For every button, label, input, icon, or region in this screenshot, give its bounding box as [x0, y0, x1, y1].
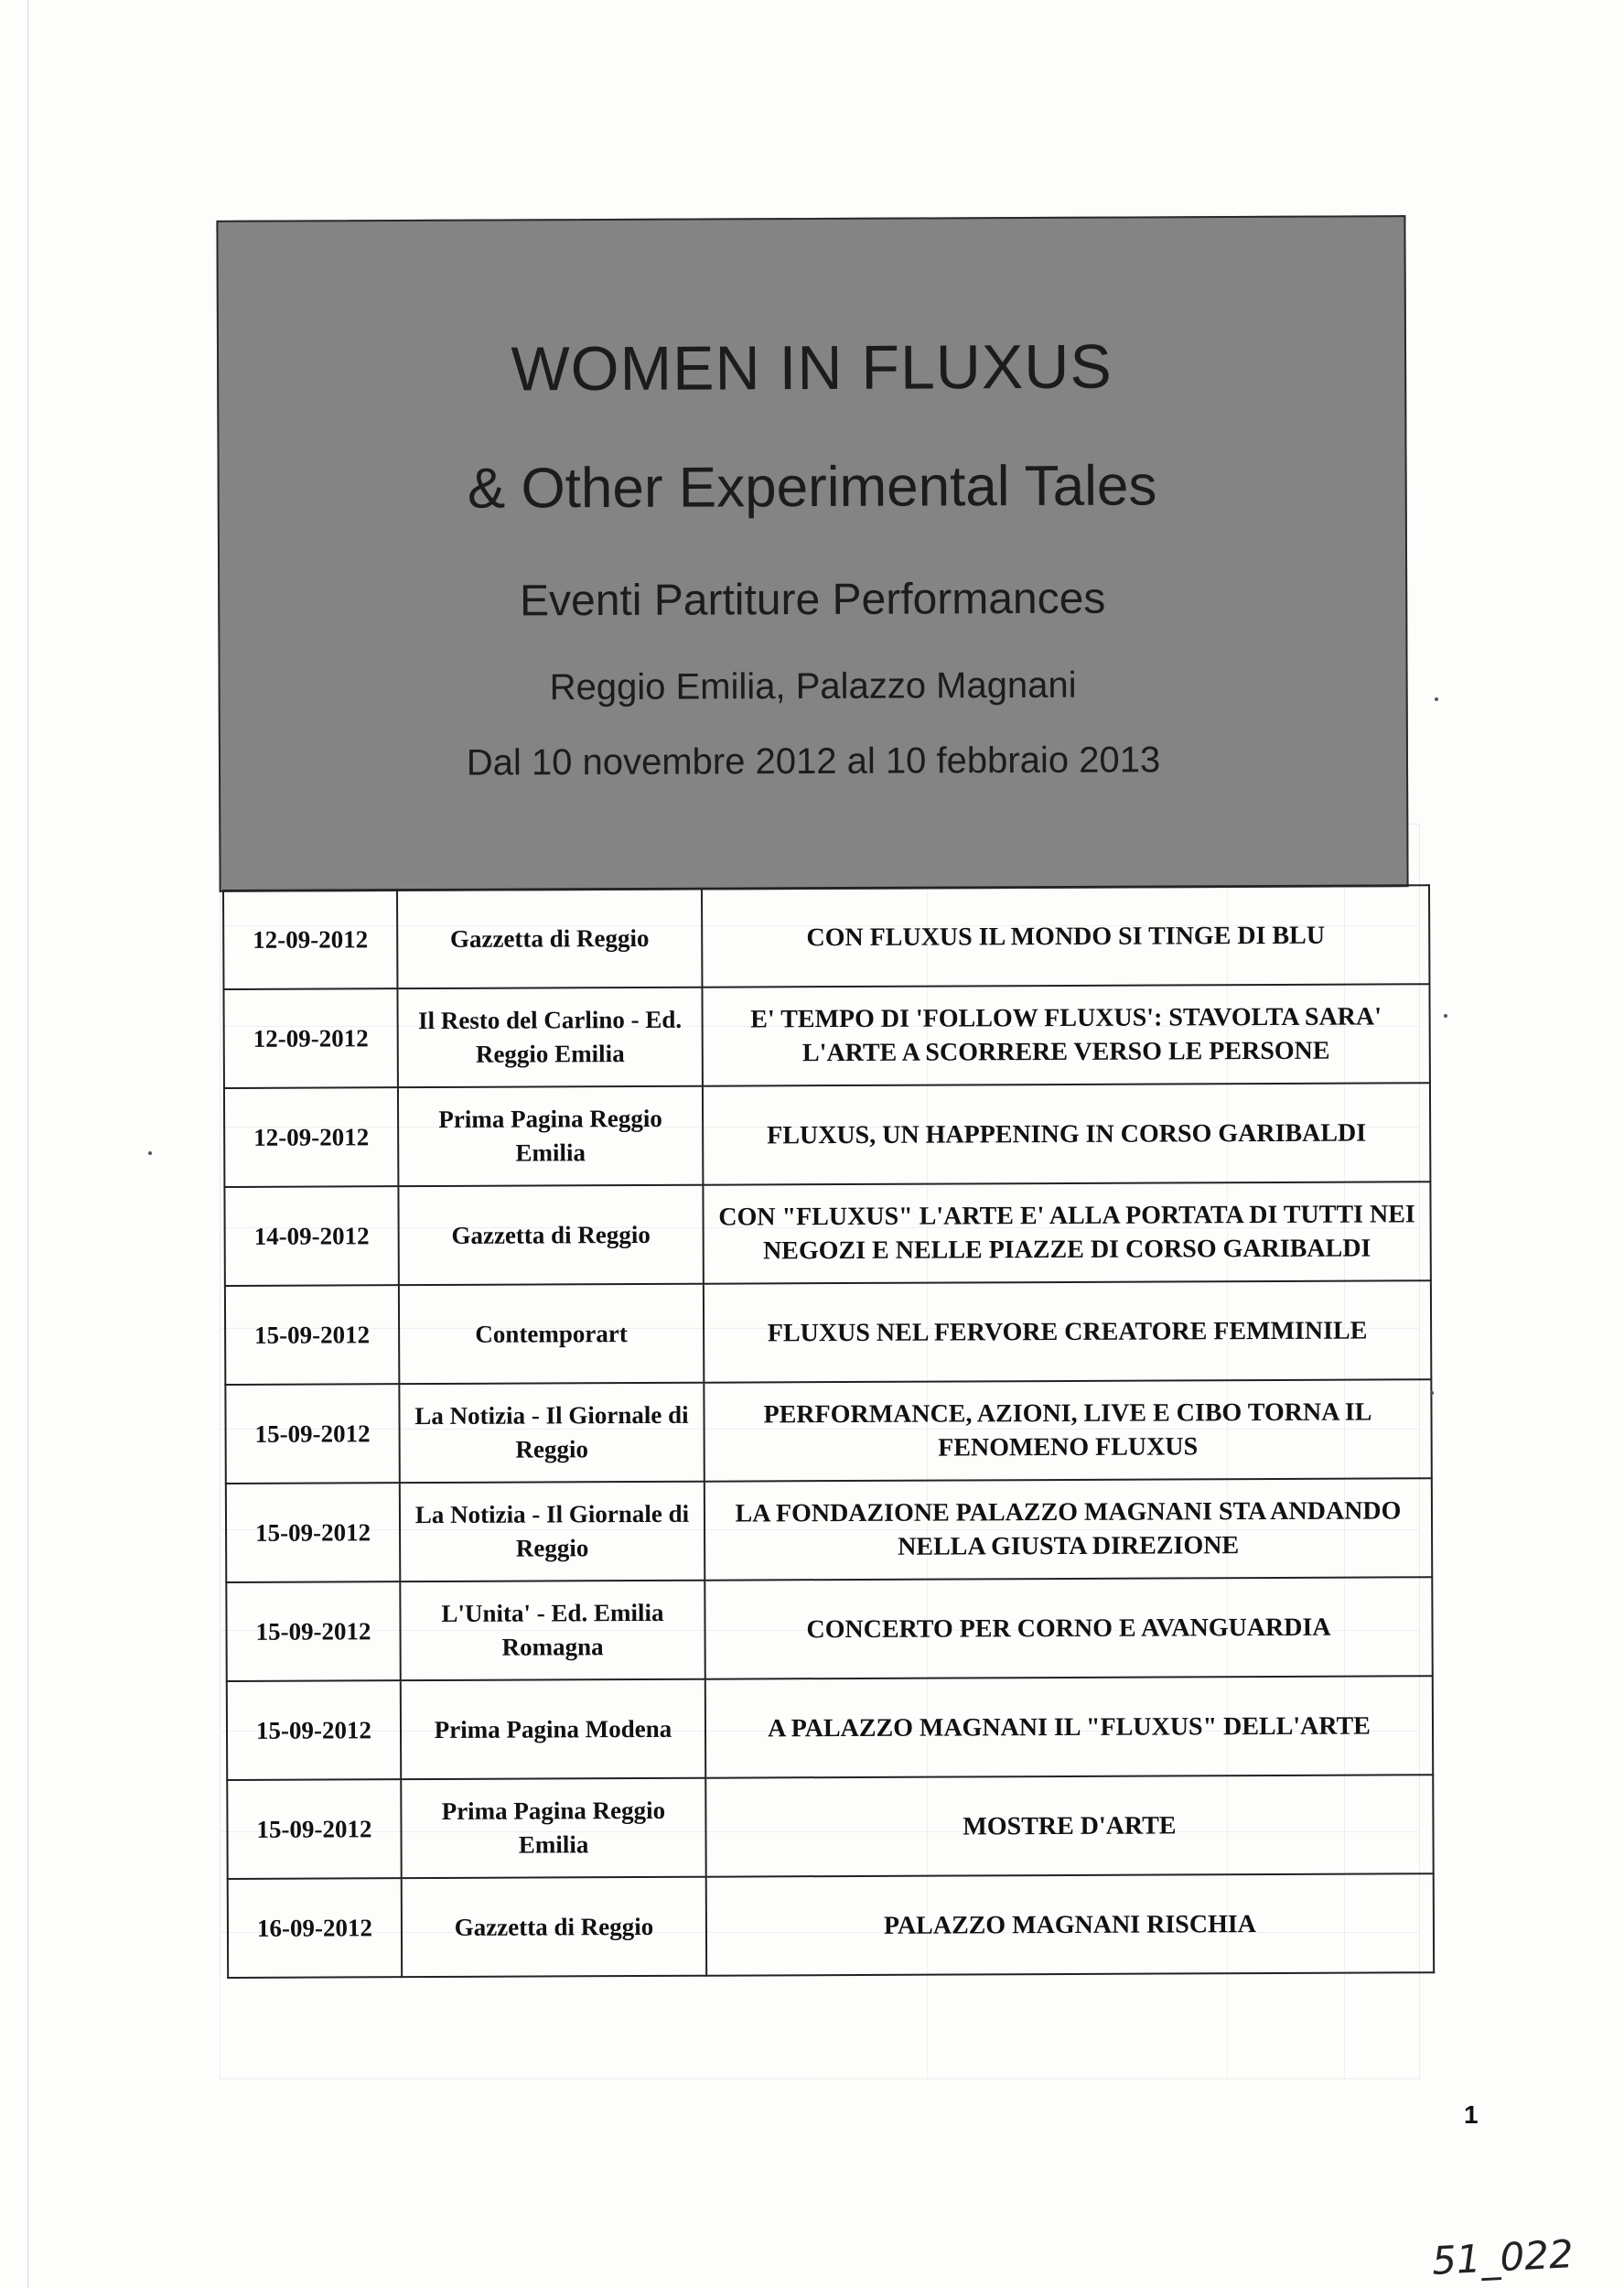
date-cell: 15-09-2012 — [225, 1285, 399, 1385]
date-cell: 15-09-2012 — [227, 1779, 401, 1879]
exhibition-tagline: Eventi Partiture Performances — [519, 574, 1106, 626]
exhibition-dates: Dal 10 novembre 2012 al 10 febbraio 2013 — [466, 739, 1161, 783]
source-cell: L'Unita' - Ed. Emilia Romagna — [400, 1581, 704, 1680]
table-row — [227, 1775, 1433, 1879]
date-cell: 15-09-2012 — [226, 1483, 400, 1582]
headline-cell: FLUXUS NEL FERVORE CREATORE FEMMINILE — [704, 1280, 1431, 1382]
source-cell: Prima Pagina Reggio Emilia — [398, 1086, 703, 1186]
date-cell: 15-09-2012 — [226, 1581, 400, 1681]
table-row — [223, 885, 1429, 989]
source-cell: Prima Pagina Modena — [401, 1679, 705, 1779]
table-row — [225, 1379, 1431, 1484]
date-cell: 12-09-2012 — [223, 890, 397, 989]
headline-cell: FLUXUS, UN HAPPENING IN CORSO GARIBALDI — [703, 1083, 1430, 1184]
headline-cell: CON FLUXUS IL MONDO SI TINGE DI BLU — [702, 885, 1429, 987]
table-row — [227, 1676, 1433, 1780]
exhibition-venue: Reggio Emilia, Palazzo Magnani — [549, 664, 1077, 708]
table-row — [225, 1280, 1431, 1385]
table-row — [228, 1873, 1434, 1978]
exhibition-header — [216, 215, 1408, 892]
date-cell: 12-09-2012 — [223, 988, 397, 1088]
source-cell: Il Resto del Carlino - Ed. Reggio Emilia — [397, 988, 702, 1087]
headline-cell: LA FONDAZIONE PALAZZO MAGNANI STA ANDANDO NELLA GIUSTA DIREZIONE — [704, 1478, 1432, 1580]
date-cell: 12-09-2012 — [224, 1087, 398, 1187]
source-cell: Gazzetta di Reggio — [402, 1877, 706, 1977]
exhibition-title: WOMEN IN FLUXUS — [511, 331, 1113, 405]
scan-speck — [1430, 1391, 1434, 1395]
scan-page-edge — [27, 0, 28, 2288]
date-cell: 16-09-2012 — [228, 1878, 402, 1978]
table-row — [223, 984, 1429, 1088]
press-review-rows — [223, 885, 1434, 1978]
date-cell: 15-09-2012 — [227, 1680, 401, 1780]
headline-cell: A PALAZZO MAGNANI IL "FLUXUS" DELL'ARTE — [705, 1676, 1433, 1777]
exhibition-subtitle: & Other Experimental Tales — [467, 454, 1157, 521]
scan-speck — [148, 1151, 152, 1155]
headline-cell: CONCERTO PER CORNO E AVANGUARDIA — [704, 1577, 1432, 1678]
table-row — [224, 1083, 1430, 1187]
source-cell: Contemporart — [399, 1284, 704, 1384]
source-cell: Prima Pagina Reggio Emilia — [401, 1778, 705, 1878]
headline-cell: PERFORMANCE, AZIONI, LIVE E CIBO TORNA IL FENOMENO FLUXUS — [704, 1379, 1431, 1481]
source-cell: Gazzetta di Reggio — [397, 889, 702, 988]
table-row — [226, 1577, 1432, 1681]
date-cell: 15-09-2012 — [225, 1384, 399, 1484]
source-cell: La Notizia - Il Giornale di Reggio — [399, 1383, 704, 1483]
scan-speck — [1444, 1014, 1447, 1018]
handwritten-archive-code: 51_022 — [1430, 2230, 1575, 2284]
headline-cell: CON "FLUXUS" L'ARTE E' ALLA PORTATA DI TUTTI NEI NEGOZI E NELLE PIAZZE DI CORSO GARIBALDI — [703, 1182, 1430, 1283]
source-cell: La Notizia - Il Giornale di Reggio — [400, 1482, 704, 1581]
press-review-table — [222, 884, 1435, 1979]
headline-cell: PALAZZO MAGNANI RISCHIA — [706, 1873, 1434, 1975]
date-cell: 14-09-2012 — [224, 1186, 398, 1286]
table-row — [224, 1182, 1430, 1286]
headline-cell: MOSTRE D'ARTE — [705, 1775, 1433, 1876]
headline-cell: E' TEMPO DI 'FOLLOW FLUXUS': STAVOLTA SARA' L'ARTE A SCORRERE VERSO LE PERSONE — [702, 984, 1429, 1085]
source-cell: Gazzetta di Reggio — [398, 1185, 703, 1285]
table-row — [226, 1478, 1432, 1582]
scan-speck — [1435, 697, 1438, 701]
page-number: 1 — [1464, 2100, 1479, 2129]
